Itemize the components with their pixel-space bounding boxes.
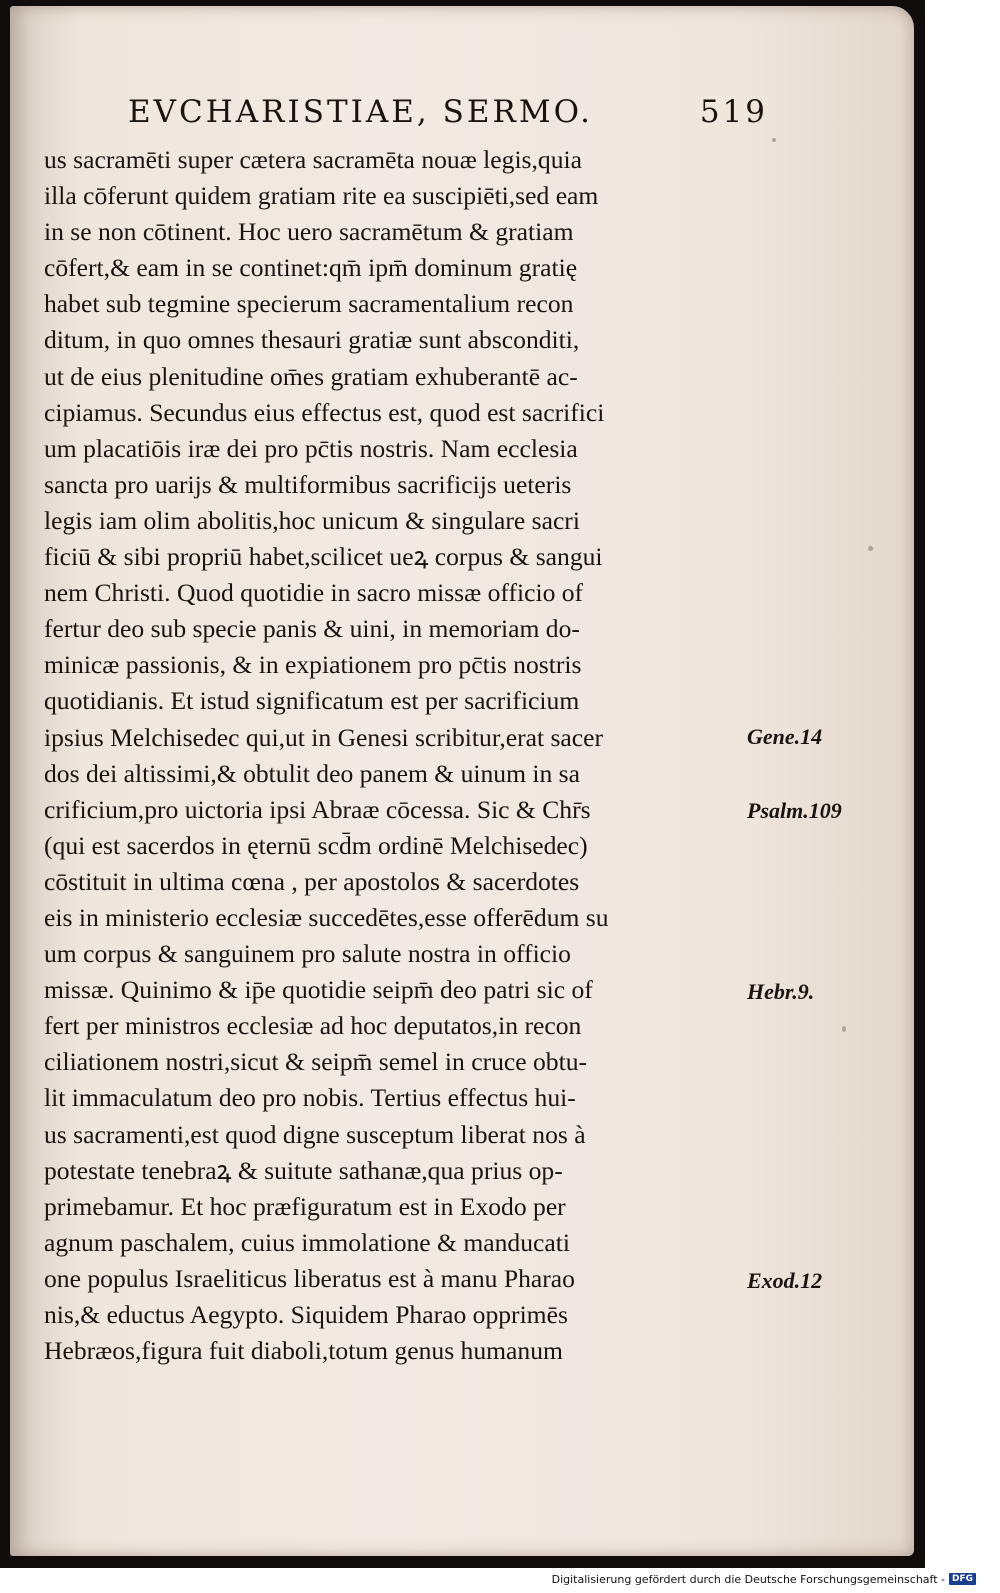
marginal-note-gene: Gene.14 xyxy=(747,724,823,749)
running-title: EVCHARISTIAE, SERMO. xyxy=(128,94,594,130)
page-number: 519 xyxy=(699,94,768,130)
text-line: ciliationem nostri,sicut & seipm̄ semel in cruce obtu- xyxy=(44,1047,588,1077)
marginal-note-exod: Exod.12 xyxy=(747,1268,823,1293)
text-line: cipiamus. Secundus eius effectus est, quod est sacrifici xyxy=(44,397,605,427)
text-line: Hebræos,figura fuit diaboli,totum genus humanum xyxy=(44,1336,563,1366)
book-page xyxy=(10,6,914,1556)
text-line: potestate tenebraꝝ & suitute sathanæ,qua prius op- xyxy=(44,1155,563,1185)
text-line: ficiū & sibi propriū habet,scilicet ueꝝ corpus & sangui xyxy=(44,542,603,572)
text-line: missæ. Quinimo & ip̄e quotidie seipm̄ deo patri sic of xyxy=(44,975,593,1005)
text-line: ut de eius plenitudine om̄es gratiam exhuberantē ac- xyxy=(44,361,578,391)
text-line: us sacramenti,est quod digne susceptum liberat nos à xyxy=(44,1119,586,1149)
text-line: ditum, in quo omnes thesauri gratiæ sunt absconditi, xyxy=(44,325,580,355)
paper-speck xyxy=(868,546,873,551)
marginal-note-hebr: Hebr.9. xyxy=(747,979,815,1004)
text-line: legis iam olim abolitis,hoc unicum & singulare sacri xyxy=(44,505,580,535)
text-line: ipsius Melchisedec qui,ut in Genesi scribitur,erat sacer xyxy=(44,722,604,752)
paper-speck xyxy=(772,138,776,142)
text-line: dos dei altissimi,& obtulit deo panem & uinum in sa xyxy=(44,758,581,788)
running-head xyxy=(128,94,768,134)
text-line: um corpus & sanguinem pro salute nostra in officio xyxy=(44,939,571,969)
text-line: um placatiōis iræ dei pro pc̄tis nostris. Nam ecclesia xyxy=(44,433,578,463)
text-line: minicæ passionis, & in expiationem pro pc̄tis nostris xyxy=(44,650,582,680)
text-line: eis in ministerio ecclesiæ succedētes,esse offerēdum su xyxy=(44,902,609,932)
text-line: fert per ministros ecclesiæ ad hoc deputatos,in recon xyxy=(44,1011,582,1041)
text-line: habet sub tegmine specierum sacramentalium recon xyxy=(44,289,574,319)
marginal-note-psalm: Psalm.109 xyxy=(747,798,842,823)
text-line: illa cōferunt quidem gratiam rite ea suscipiēti,sed eam xyxy=(44,181,599,211)
text-line: lit immaculatum deo pro nobis. Tertius effectus hui- xyxy=(44,1083,576,1113)
body-text xyxy=(44,142,774,1369)
text-line: sancta pro uarijs & multiformibus sacrificijs ueteris xyxy=(44,469,572,499)
text-line: quotidianis. Et istud significatum est per sacrificium xyxy=(44,686,580,716)
text-line: (qui est sacerdos in ęternū scd̄m ordinē Melchisedec) xyxy=(44,830,588,860)
dfg-logo: DFG xyxy=(949,1573,976,1585)
credit-text: Digitalisierung gefördert durch die Deutsche Forschungsgemeinschaft - xyxy=(551,1572,945,1586)
text-line: nem Christi. Quod quotidie in sacro missæ officio of xyxy=(44,578,584,608)
text-line: nis,& eductus Aegypto. Siquidem Pharao opprimēs xyxy=(44,1300,568,1329)
text-line: one populus Israeliticus liberatus est à manu Pharao xyxy=(44,1263,575,1293)
text-line: primebamur. Et hoc præfiguratum est in Exodo per xyxy=(44,1191,566,1221)
text-line: cōfert,& eam in se continet:qm̄ ipm̄ dominum gratię xyxy=(44,253,578,283)
text-line: fertur deo sub specie panis & uini, in memoriam do- xyxy=(44,614,580,644)
text-line: us sacramēti super cætera sacramēta nouæ legis,quia xyxy=(44,145,582,174)
text-line: crificium,pro uictoria ipsi Abraæ cōcessa. Sic & Chr̄s xyxy=(44,794,591,824)
text-line: agnum paschalem, cuius immolatione & manducati xyxy=(44,1227,570,1257)
paper-speck xyxy=(842,1026,846,1032)
text-line: cōstituit in ultima cœna , per apostolos & sacerdotes xyxy=(44,866,580,896)
digitization-credit xyxy=(552,1569,976,1589)
text-line: in se non cōtinent. Hoc uero sacramētum & gratiam xyxy=(44,217,574,247)
